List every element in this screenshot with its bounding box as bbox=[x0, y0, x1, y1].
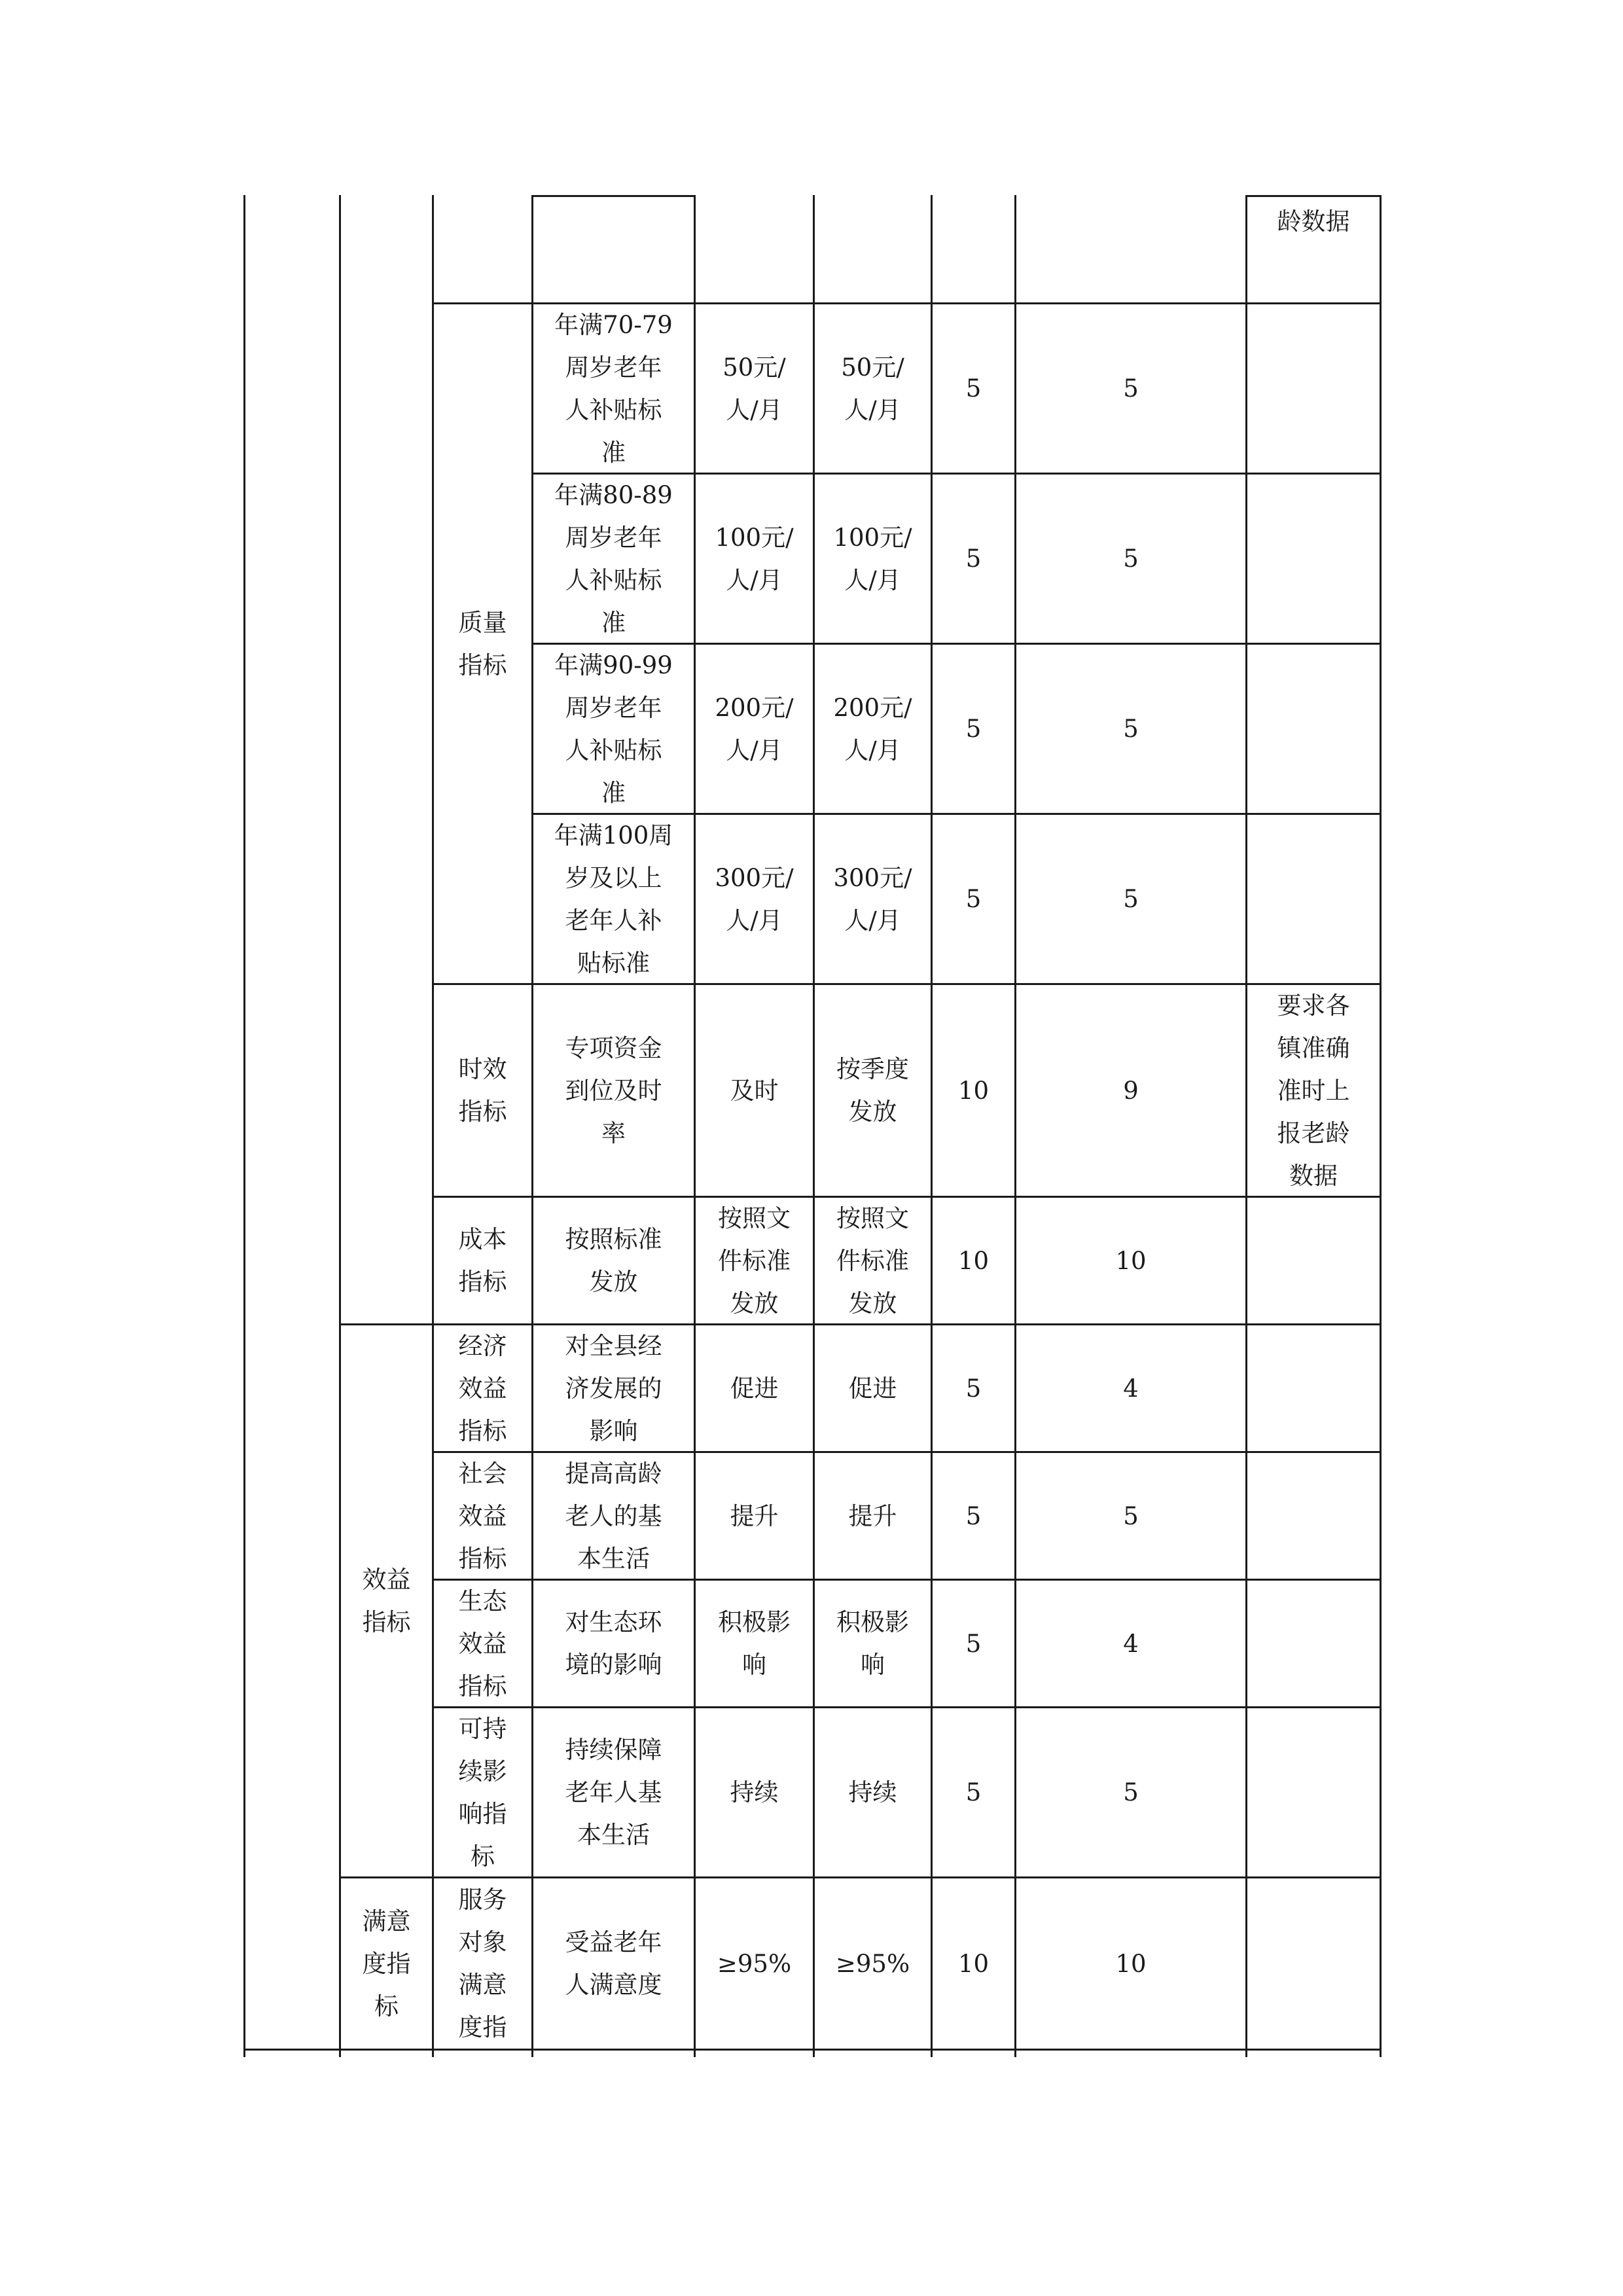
cell-text-line: 及时 bbox=[730, 1076, 779, 1105]
cell-text-line: 社会 bbox=[458, 1459, 507, 1488]
cell-text-line: 人/月 bbox=[844, 395, 901, 424]
table-row-score bbox=[1016, 645, 1245, 813]
table-row-category bbox=[434, 1453, 531, 1579]
cell-text-line: 5 bbox=[965, 1778, 982, 1806]
table-row-indicator bbox=[533, 304, 694, 473]
timeliness-note bbox=[1247, 985, 1380, 1196]
table-row-score bbox=[1016, 1453, 1245, 1579]
cell-text-line: 件标准 bbox=[836, 1246, 909, 1275]
table-row-actual bbox=[815, 1325, 931, 1451]
cell-text-line: 满意 bbox=[362, 1907, 411, 1935]
cell-text-line: 周岁老年 bbox=[565, 693, 662, 722]
cell-text-line: 5 bbox=[1123, 885, 1139, 913]
cell-text-line: 可持 bbox=[458, 1714, 507, 1743]
cell-text-line: 成本 bbox=[458, 1225, 507, 1253]
cell-text-line: 5 bbox=[965, 715, 982, 743]
table-row-category bbox=[434, 1581, 531, 1706]
table-row-weight bbox=[933, 1708, 1014, 1876]
table-border-left bbox=[243, 195, 245, 2057]
cell-text-line: 4 bbox=[1123, 1629, 1139, 1658]
cell-text-line: 境的影响 bbox=[565, 1651, 662, 1679]
cell-text-line: 对生态环 bbox=[565, 1608, 662, 1636]
cell-text-line: 对象 bbox=[458, 1928, 507, 1956]
cell-text-line: 年满100周 bbox=[554, 821, 673, 850]
table-row-target bbox=[696, 1325, 813, 1451]
table-row-score bbox=[1016, 815, 1245, 983]
cell-text-line: 10 bbox=[957, 1246, 990, 1275]
continued-note-cell bbox=[1247, 196, 1380, 302]
cell-text-line: 10 bbox=[957, 1949, 990, 1978]
cell-text-line: 满意 bbox=[458, 1971, 507, 1999]
cell-text-line: 提高高龄 bbox=[565, 1459, 662, 1488]
cell-text-line: 标 bbox=[374, 1992, 399, 2020]
satisfaction-actual bbox=[815, 1878, 931, 2049]
cell-text-line: 数据 bbox=[1289, 1161, 1338, 1190]
cost-actual bbox=[815, 1198, 931, 1323]
cell-text-line: 本生活 bbox=[577, 1821, 650, 1849]
table-row-indicator bbox=[533, 475, 694, 643]
cell-text-line: 指标 bbox=[458, 1098, 507, 1126]
table-row-target bbox=[696, 1581, 813, 1706]
cell-text-line: 发放 bbox=[848, 1289, 897, 1318]
table-row-actual bbox=[815, 475, 931, 643]
cell-text-line: 指标 bbox=[362, 1608, 411, 1636]
cell-text-line: 镇准确 bbox=[1277, 1033, 1350, 1062]
cell-text-line: 200元/ bbox=[715, 693, 794, 722]
table-row-weight bbox=[933, 475, 1014, 643]
cell-text-line: 准 bbox=[601, 778, 626, 807]
cell-text-line: 服务 bbox=[458, 1886, 507, 1914]
table-border-bottom bbox=[243, 2049, 1382, 2051]
cell-text-line: 10 bbox=[957, 1076, 990, 1105]
cell-text-line: 老年人补 bbox=[565, 906, 662, 935]
cell-text-line: 年满90-99 bbox=[554, 651, 673, 679]
cell-text-line: 标 bbox=[471, 1842, 495, 1871]
table-row-weight bbox=[933, 1453, 1014, 1579]
cell-text-line: 指标 bbox=[458, 1672, 507, 1700]
cell-text-line: 人补贴标 bbox=[565, 395, 662, 424]
table-row-indicator bbox=[533, 1453, 694, 1579]
table-row-actual bbox=[815, 304, 931, 473]
cell-text-line: 5 bbox=[965, 1501, 982, 1530]
cell-text-line: 人补贴标 bbox=[565, 736, 662, 764]
cell-text-line: 影响 bbox=[589, 1416, 638, 1445]
cell-text-line: 响指 bbox=[458, 1799, 507, 1828]
cell-text-line: 生态 bbox=[458, 1587, 507, 1615]
cost-score bbox=[1016, 1198, 1245, 1323]
cell-text-line: 岁及以上 bbox=[565, 863, 662, 892]
cell-text-line: 按照文 bbox=[836, 1204, 909, 1232]
cell-text-line: 率 bbox=[601, 1119, 626, 1147]
cell-text-line: 到位及时 bbox=[565, 1076, 662, 1105]
table-row-actual bbox=[815, 1708, 931, 1876]
table-row-category bbox=[434, 1325, 531, 1451]
cell-text-line: 老年人基 bbox=[565, 1778, 662, 1806]
cell-text-line: 度指 bbox=[362, 1949, 411, 1978]
cell-text-line: 300元/ bbox=[833, 863, 912, 892]
cell-text-line: 受益老年 bbox=[565, 1928, 662, 1956]
cell-text-line: 按照文 bbox=[718, 1204, 791, 1232]
cell-text-line: 按季度 bbox=[836, 1055, 909, 1083]
cell-text-line: 5 bbox=[1123, 1778, 1139, 1806]
cell-text-line: 贴标准 bbox=[577, 948, 650, 977]
cell-text-line: 提升 bbox=[730, 1501, 779, 1530]
quality-category bbox=[434, 304, 531, 983]
benefit-group bbox=[341, 1325, 432, 1876]
cost-category bbox=[434, 1198, 531, 1323]
cell-text-line: 5 bbox=[1123, 545, 1139, 573]
table-row-actual bbox=[815, 815, 931, 983]
cell-text-line: 100元/ bbox=[833, 523, 912, 552]
table-row-weight bbox=[933, 645, 1014, 813]
cell-text-line: 促进 bbox=[848, 1374, 897, 1403]
cost-target bbox=[696, 1198, 813, 1323]
cell-text-line: 5 bbox=[1123, 1501, 1139, 1530]
cell-text-line: 持续保障 bbox=[565, 1736, 662, 1764]
table-row-weight bbox=[933, 815, 1014, 983]
cell-text-line: 10 bbox=[1115, 1949, 1147, 1978]
cell-text-line: 周岁老年 bbox=[565, 523, 662, 552]
cell-text-line: 5 bbox=[1123, 715, 1139, 743]
cell-text-line: 指标 bbox=[458, 651, 507, 679]
cell-text-line: 5 bbox=[965, 1629, 982, 1658]
cell-text-line: 质量 bbox=[458, 608, 507, 637]
cell-text-line: 人/月 bbox=[726, 395, 783, 424]
cell-text-line: 响 bbox=[861, 1651, 885, 1679]
table-row-target bbox=[696, 1453, 813, 1579]
cell-text-line: 本生活 bbox=[577, 1544, 650, 1573]
cell-text-line: 持续 bbox=[848, 1778, 897, 1806]
cell-text-line: 积极影 bbox=[836, 1608, 909, 1636]
satisfaction-indicator bbox=[533, 1878, 694, 2049]
cell-text-line: 发放 bbox=[848, 1098, 897, 1126]
cell-text-line: 人/月 bbox=[726, 906, 783, 935]
table-row-indicator bbox=[533, 1581, 694, 1706]
cell-text-line: 准 bbox=[601, 438, 626, 467]
cell-text-line: 经济 bbox=[458, 1331, 507, 1360]
cell-text-line: 人/月 bbox=[844, 906, 901, 935]
satisfaction-score bbox=[1016, 1878, 1245, 2049]
cell-text-line: ≥95% bbox=[717, 1949, 792, 1978]
table-row-target bbox=[696, 1708, 813, 1876]
cell-text-line: 100元/ bbox=[715, 523, 794, 552]
cell-text-line: 指标 bbox=[458, 1544, 507, 1573]
cell-text-line: 发放 bbox=[730, 1289, 779, 1318]
table-row-actual bbox=[815, 1453, 931, 1579]
cell-text-line: 5 bbox=[965, 545, 982, 573]
cell-text-line: 持续 bbox=[730, 1778, 779, 1806]
cell-text-line: 5 bbox=[1123, 374, 1139, 403]
cell-text-line: 效益 bbox=[458, 1374, 507, 1403]
cell-text-line: 要求各 bbox=[1277, 991, 1350, 1020]
table-row-indicator bbox=[533, 1708, 694, 1876]
cell-text-line: 人/月 bbox=[844, 565, 901, 594]
cell-text-line: 5 bbox=[965, 374, 982, 403]
satisfaction-category bbox=[434, 1878, 531, 2049]
cell-text-line: 人补贴标 bbox=[565, 565, 662, 594]
timeliness-weight bbox=[933, 985, 1014, 1196]
cell-text-line: 时效 bbox=[458, 1055, 507, 1083]
satisfaction-weight bbox=[933, 1878, 1014, 2049]
table-row-score bbox=[1016, 1325, 1245, 1451]
cell-text-line: 专项资金 bbox=[565, 1033, 662, 1062]
cell-text-line: 效益 bbox=[362, 1566, 411, 1594]
cost-indicator bbox=[533, 1198, 694, 1323]
cell-text-line: 指标 bbox=[458, 1416, 507, 1445]
table-row-target bbox=[696, 645, 813, 813]
table-row-weight bbox=[933, 1581, 1014, 1706]
cell-text-line: 对全县经 bbox=[565, 1331, 662, 1360]
timeliness-target bbox=[696, 985, 813, 1196]
cell-text-line: 提升 bbox=[848, 1501, 897, 1530]
cell-text-line: 老人的基 bbox=[565, 1501, 662, 1530]
cell-text-line: 50元/ bbox=[722, 353, 786, 382]
cell-text-line: 效益 bbox=[458, 1501, 507, 1530]
cell-text-line: 10 bbox=[1115, 1246, 1147, 1275]
cell-text-line: 年满70-79 bbox=[554, 310, 673, 339]
cell-text-line: 准 bbox=[601, 608, 626, 637]
cell-text-line: 300元/ bbox=[715, 863, 794, 892]
cell-text-line: 效益 bbox=[458, 1629, 507, 1658]
cell-text-line: ≥95% bbox=[835, 1949, 910, 1978]
cell-text-line: 准时上 bbox=[1277, 1076, 1350, 1105]
table-row-target bbox=[696, 304, 813, 473]
table-row-indicator bbox=[533, 1325, 694, 1451]
cell-text-line: 年满80-89 bbox=[554, 480, 673, 509]
timeliness-indicator bbox=[533, 985, 694, 1196]
table-row-actual bbox=[815, 1581, 931, 1706]
cell-text-line: 200元/ bbox=[833, 693, 912, 722]
cell-text-line: 济发展的 bbox=[565, 1374, 662, 1403]
table-row-target bbox=[696, 475, 813, 643]
cell-text-line: 人/月 bbox=[844, 736, 901, 764]
table-row-score bbox=[1016, 304, 1245, 473]
table-row-weight bbox=[933, 1325, 1014, 1451]
table-row-score bbox=[1016, 1708, 1245, 1876]
cell-text-line: 度指 bbox=[458, 2013, 507, 2041]
continued-note: 龄数据 bbox=[1277, 207, 1350, 236]
table-row-indicator bbox=[533, 815, 694, 983]
cell-text-line: 5 bbox=[965, 885, 982, 913]
cell-text-line: 按照标准 bbox=[565, 1225, 662, 1253]
table-row-score bbox=[1016, 1581, 1245, 1706]
table-row-indicator bbox=[533, 645, 694, 813]
cell-text-line: 人/月 bbox=[726, 565, 783, 594]
satisfaction-target bbox=[696, 1878, 813, 2049]
cell-text-line: 积极影 bbox=[718, 1608, 791, 1636]
cell-text-line: 周岁老年 bbox=[565, 353, 662, 382]
cell-text-line: 促进 bbox=[730, 1374, 779, 1403]
cell-text-line: 5 bbox=[965, 1374, 982, 1403]
cell-text-line: 人满意度 bbox=[565, 1971, 662, 1999]
cell-text-line: 9 bbox=[1123, 1076, 1139, 1105]
table-row-actual bbox=[815, 645, 931, 813]
cell-text-line: 报老龄 bbox=[1277, 1119, 1350, 1147]
table-row-category bbox=[434, 1708, 531, 1876]
top-row-line bbox=[531, 195, 694, 197]
cell-text-line: 50元/ bbox=[841, 353, 904, 382]
timeliness-category bbox=[434, 985, 531, 1196]
cell-text-line: 件标准 bbox=[718, 1246, 791, 1275]
table-row-target bbox=[696, 815, 813, 983]
table-row-score bbox=[1016, 475, 1245, 643]
cell-text-line: 指标 bbox=[458, 1268, 507, 1296]
cost-weight bbox=[933, 1198, 1014, 1323]
cell-text-line: 发放 bbox=[589, 1268, 638, 1296]
cell-text-line: 4 bbox=[1123, 1374, 1139, 1403]
table-row-weight bbox=[933, 304, 1014, 473]
timeliness-actual bbox=[815, 985, 931, 1196]
cell-text-line: 人/月 bbox=[726, 736, 783, 764]
cell-text-line: 响 bbox=[742, 1651, 766, 1679]
satisfaction-group bbox=[341, 1878, 432, 2049]
cell-text-line: 续影 bbox=[458, 1757, 507, 1785]
timeliness-score bbox=[1016, 985, 1245, 1196]
